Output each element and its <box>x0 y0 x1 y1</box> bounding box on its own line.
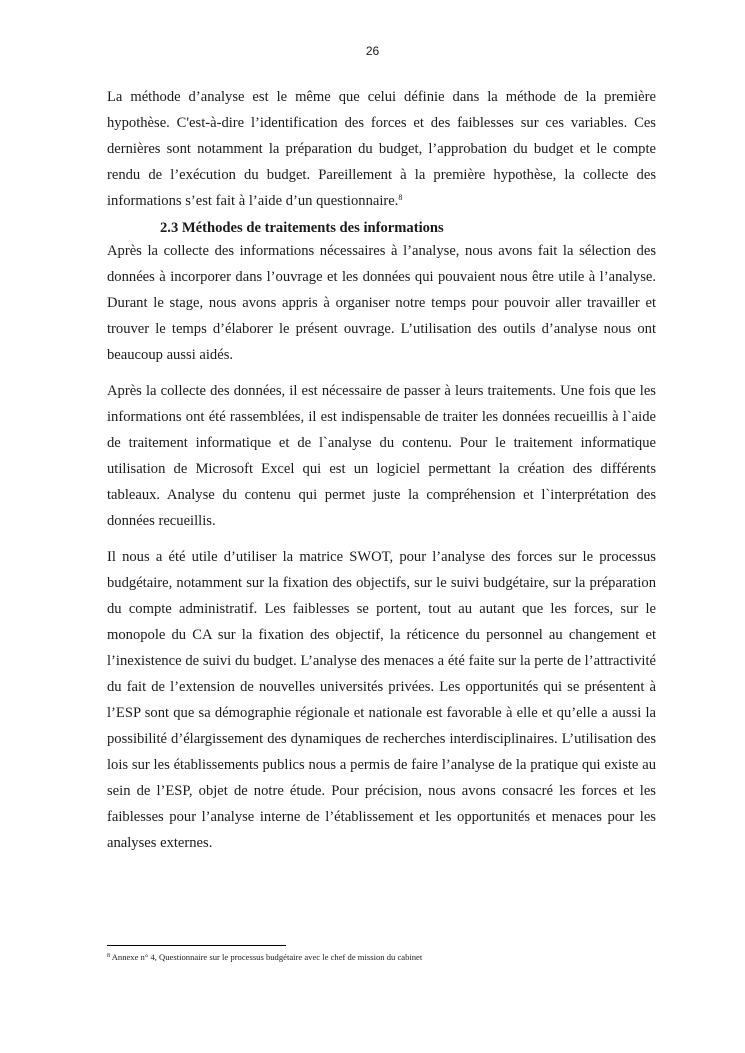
footnote <box>107 951 422 963</box>
footnote-reference[interactable]: 8 <box>398 193 403 202</box>
page-number: 26 <box>365 44 380 58</box>
footnote-separator <box>107 945 286 946</box>
paragraph-collecte: Après la collecte des informations nécessaires à l’analyse, nous avons fait la sélection des données à incorporer dans l’ouvrage et les données qui pouvaient nous être utile à l’analyse. Durant le stage, nous avons appris à organiser notre temps pour pouvoir aller travailler et trouver le temps d’élaborer le présent ouvrage. L’utilisation des outils d’analyse nous ont beaucoup aussi aidés. <box>107 243 656 363</box>
document-body <box>107 84 656 866</box>
footnote-text: Annexe n° 4, Questionnaire sur le processus budgétaire avec le chef de mission du cabinet <box>111 952 423 962</box>
paragraph-traitement: Après la collecte des données, il est nécessaire de passer à leurs traitements. Une fois que les informations ont été rassemblées, il est indispensable de traiter les données recueillis à l`aide de traitement informatique et de l`analyse du contenu. Pour le traitement informatique utilisation de Microsoft Excel qui est un logiciel permettant la création des différents tableaux. Analyse du contenu qui permet juste la compréhension et l`interprétation des données recueillis. <box>107 383 656 529</box>
section-heading: 2.3 Méthodes de traitements des informations <box>160 220 444 236</box>
paragraph-swot: Il nous a été utile d’utiliser la matrice SWOT, pour l’analyse des forces sur le processus budgétaire, notamment sur la fixation des objectifs, sur le suivi budgétaire, sur la préparation du compte administratif. Les faiblesses se portent, tout au autant que les forces, sur le monopole du CA sur la fixation des objectif, la réticence du personnel au changement et l’inexistence de suivi du budget. L’analyse des menaces a été faite sur la perte de l’attractivité du fait de l’extension de nouvelles universités privées. Les opportunités qui se présentent à l’ESP sont que sa démographie régionale et nationale est favorable à elle et qu’elle a aussi la possibilité d’élargissement des dynamiques de recherches interdisciplinaires. L’utilisation des lois sur les établissements publics nous a permis de faire l’analyse de la pratique qui existe au sein de l’ESP, objet de notre étude. Pour précision, nous avons consacré les forces et les faiblesses pour l’analyse interne de l’établissement et les opportunités et menaces pour les analyses externes. <box>107 549 656 851</box>
paragraph-text: La méthode d’analyse est le même que celui définie dans la méthode de la première hypothèse. C'est-à-dire l’identification des forces et des faiblesses sur ces variables. Ces dernières sont notamment la préparation du budget, l’approbation du budget et le compte rendu de l’exécution du budget. Pareillement à la première hypothèse, la collecte des informations s’est fait à l’aide d’un questionnaire. <box>107 89 656 209</box>
footnote-number: 8 <box>107 953 110 959</box>
hypothesis-paragraph <box>107 84 656 214</box>
